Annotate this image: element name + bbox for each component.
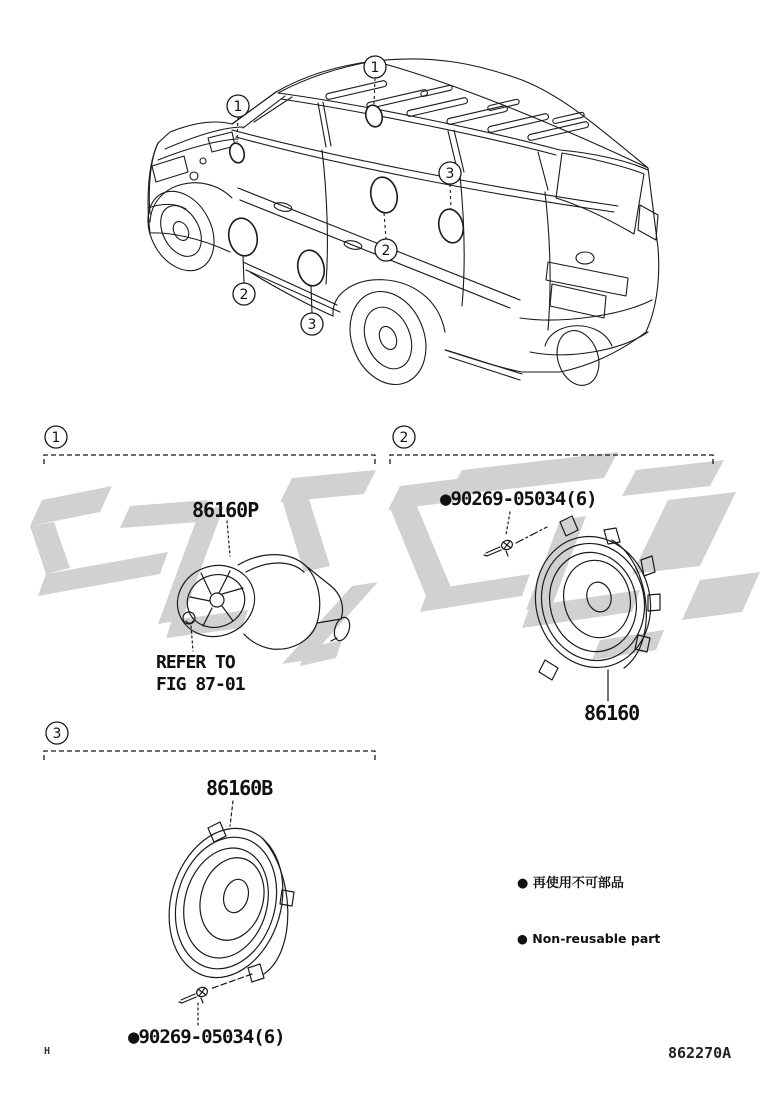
screw-part-number-section3: ●90269-05034(6)	[128, 1026, 285, 1048]
screw-label-leader-2	[506, 512, 510, 535]
svg-text:3: 3	[445, 166, 455, 182]
speaker-location-2-rear-quarter	[368, 175, 401, 216]
figure-code: 862270A	[668, 1044, 732, 1062]
callout-circle-1b	[364, 56, 386, 78]
liftgate	[520, 153, 658, 355]
section-2-header	[390, 426, 713, 464]
screw-part-number-section2: ●90269-05034(6)	[440, 488, 597, 510]
screw-drawing-3	[179, 986, 209, 1003]
watermark-logo	[30, 452, 760, 666]
speaker-location-3-rear-door	[295, 248, 328, 289]
corner-mark: H	[44, 1046, 51, 1057]
speaker-location-3-rear-right	[436, 207, 467, 245]
svg-text:1: 1	[233, 99, 243, 115]
speaker-location-markers	[225, 103, 466, 288]
svg-text:1: 1	[51, 430, 61, 446]
callout-circle-2b	[375, 239, 397, 261]
license-plate-recess	[550, 284, 606, 318]
callout-circle-2a	[233, 283, 255, 305]
svg-text:2: 2	[381, 243, 391, 259]
rear-wheel	[333, 280, 445, 396]
car-body-outline	[148, 59, 659, 372]
legend-en-line: ● Non-reusable part	[517, 931, 661, 946]
label-leader-86160p	[227, 521, 230, 556]
svg-text:2: 2	[399, 430, 409, 446]
section-1-header	[44, 426, 375, 464]
svg-text:3: 3	[52, 726, 62, 742]
screw-to-speaker-leader-3	[210, 974, 252, 989]
screw-drawing-2	[484, 539, 514, 556]
legend-jp-line: ● 再使用不可部品	[517, 876, 624, 891]
speaker-location-1-front-pillar	[228, 142, 247, 165]
svg-text:3: 3	[307, 317, 317, 333]
screw-to-speaker-leader-2	[516, 527, 547, 543]
section-3-bracket	[44, 751, 375, 760]
callout-circle-3a	[301, 313, 323, 335]
svg-text:2: 2	[239, 287, 249, 303]
callout-circle-3b	[439, 162, 461, 184]
rear-speaker-drawing	[152, 801, 300, 1025]
legend	[517, 837, 660, 985]
car-callouts	[227, 56, 461, 335]
door-handle-front	[273, 201, 292, 213]
headlight	[152, 156, 188, 182]
label-leader-86160b	[230, 801, 233, 826]
svg-text:1: 1	[370, 60, 380, 76]
callout-circle-1a	[227, 95, 249, 117]
fog-light	[190, 172, 198, 180]
refer-note-line2: FIG 87-01	[156, 674, 245, 695]
part-number-86160: 86160	[584, 701, 640, 725]
refer-note-line1: REFER TO	[156, 652, 235, 673]
section-1-bracket	[44, 455, 375, 464]
speaker-location-2-front-door	[225, 216, 260, 259]
part-number-86160b: 86160B	[206, 776, 273, 800]
part-number-86160p: 86160P	[192, 498, 259, 522]
callout-leader-lines	[237, 78, 451, 313]
rear-emblem	[576, 252, 594, 264]
section-3-header	[44, 722, 375, 760]
vehicle-illustration	[135, 59, 659, 396]
